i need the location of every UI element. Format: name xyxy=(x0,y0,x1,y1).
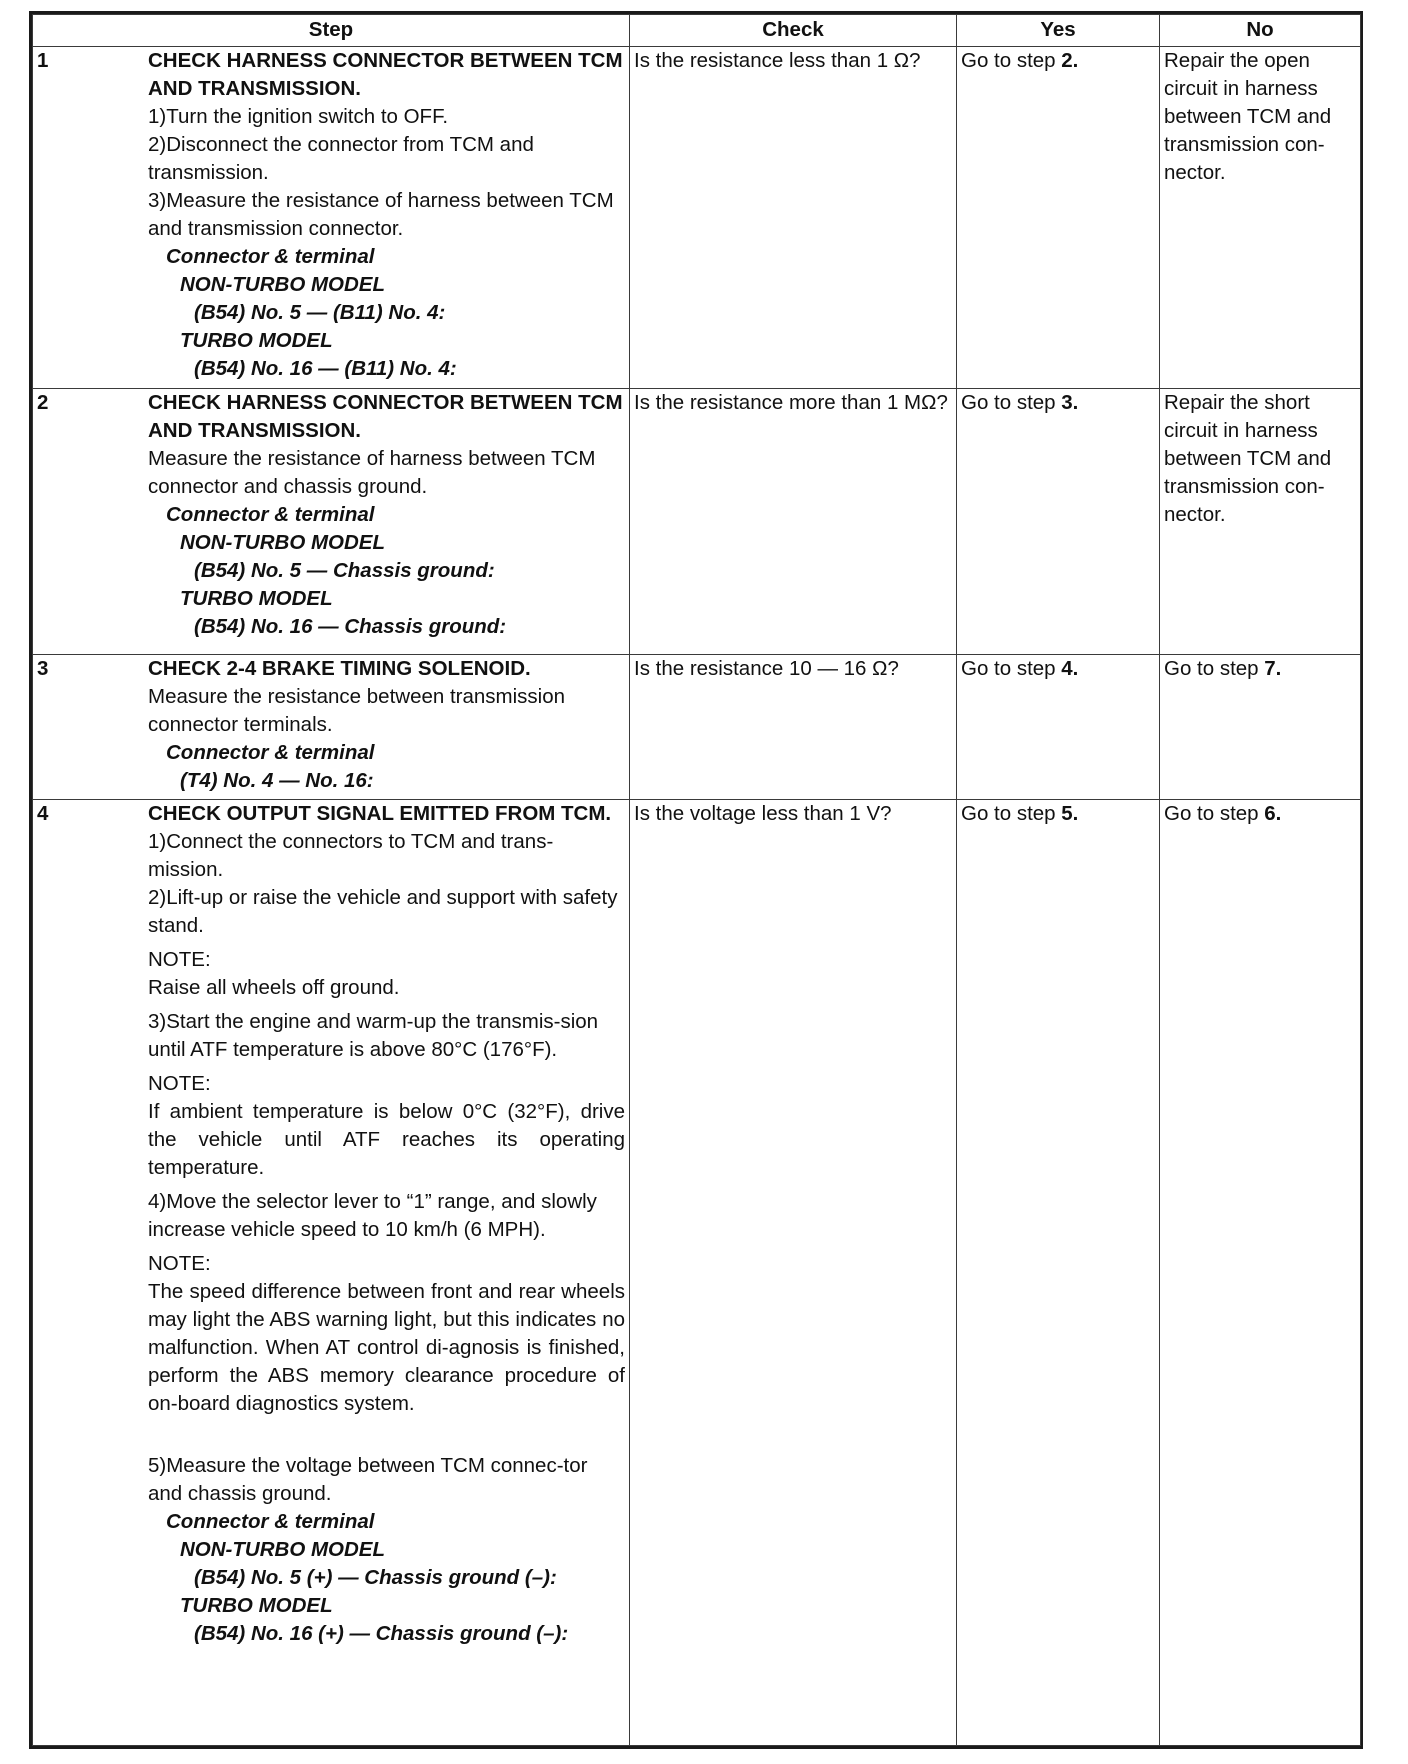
step-title: CHECK 2-4 BRAKE TIMING SOLENOID. xyxy=(148,657,531,680)
check-cell: Is the resistance 10 — 16 Ω? xyxy=(630,655,957,800)
step-instruction: 1)Turn the ignition switch to OFF. xyxy=(148,105,449,128)
model-label: TURBO MODEL xyxy=(180,587,333,610)
step-instruction: 5)Measure the voltage between TCM connec-tor and chassis ground. xyxy=(148,1454,588,1505)
step-instruction: 1)Connect the connectors to TCM and trans-mission. xyxy=(148,830,554,881)
step-title: CHECK HARNESS CONNECTOR BETWEEN TCM AND TRANSMISSION. xyxy=(148,391,623,442)
model-label: NON-TURBO MODEL xyxy=(180,1538,385,1561)
step-instruction: 2)Lift-up or raise the vehicle and support with safety stand. xyxy=(148,886,618,937)
yes-cell xyxy=(957,800,1160,1746)
note-label: NOTE: xyxy=(148,1072,211,1095)
step-title: CHECK OUTPUT SIGNAL EMITTED FROM TCM. xyxy=(148,802,612,825)
no-step: 7. xyxy=(1264,657,1282,680)
step-instruction: 3)Start the engine and warm-up the transmis-sion until ATF temperature is above 80°C (176°F). xyxy=(148,1010,599,1061)
note-text: The speed difference between front and rear wheels may light the ABS warning light, but this indicates no malfunction. When AT control di-agnosis is finished, perform the ABS memory clearance procedure of on-board diagnostics system. xyxy=(148,1280,625,1415)
yes-cell xyxy=(957,47,1160,389)
header-no: No xyxy=(1160,15,1361,47)
step-instruction: 4)Move the selector lever to “1” range, and slowly increase vehicle speed to 10 km/h (6 MPH). xyxy=(148,1190,597,1241)
yes-step: 5. xyxy=(1061,802,1079,825)
diagnostic-table xyxy=(32,14,1361,1746)
step-number: 4 xyxy=(37,802,49,825)
model-label: NON-TURBO MODEL xyxy=(180,531,385,554)
step-instruction: Measure the resistance between transmission connector terminals. xyxy=(148,685,566,736)
step-instruction: Measure the resistance of harness between TCM connector and chassis ground. xyxy=(148,447,596,498)
note-text: If ambient temperature is below 0°C (32°F), drive the vehicle until ATF reaches its operating temperature. xyxy=(148,1100,625,1179)
yes-cell xyxy=(957,389,1160,655)
table-row xyxy=(33,389,1361,655)
step-title: CHECK HARNESS CONNECTOR BETWEEN TCM AND TRANSMISSION. xyxy=(148,49,623,100)
model-label: NON-TURBO MODEL xyxy=(180,273,385,296)
step-cell xyxy=(33,655,630,800)
no-prefix: Go to step xyxy=(1164,657,1265,680)
terminal-spec: (B54) No. 5 (+) — Chassis ground (–): xyxy=(194,1566,557,1589)
terminal-spec: (B54) No. 5 — Chassis ground: xyxy=(194,559,495,582)
no-cell: Repair the short circuit in harness between TCM and transmission con-nector. xyxy=(1160,389,1361,655)
no-cell xyxy=(1160,800,1361,1746)
table-row xyxy=(33,655,1361,800)
note-label: NOTE: xyxy=(148,948,211,971)
diagnostic-table-sheet xyxy=(29,11,1363,1749)
yes-prefix: Go to step xyxy=(961,49,1062,72)
connector-label: Connector & terminal xyxy=(166,741,375,764)
check-cell: Is the voltage less than 1 V? xyxy=(630,800,957,1746)
yes-prefix: Go to step xyxy=(961,802,1062,825)
check-cell: Is the resistance less than 1 Ω? xyxy=(630,47,957,389)
terminal-spec: (T4) No. 4 — No. 16: xyxy=(180,769,374,792)
yes-step: 4. xyxy=(1061,657,1079,680)
header-step: Step xyxy=(33,15,630,47)
header-yes: Yes xyxy=(957,15,1160,47)
yes-prefix: Go to step xyxy=(961,391,1062,414)
no-cell xyxy=(1160,655,1361,800)
step-number: 3 xyxy=(37,657,49,680)
step-number: 1 xyxy=(37,49,49,72)
no-cell: Repair the open circuit in harness between TCM and transmission con-nector. xyxy=(1160,47,1361,389)
step-cell xyxy=(33,47,630,389)
model-label: TURBO MODEL xyxy=(180,329,333,352)
terminal-spec: (B54) No. 5 — (B11) No. 4: xyxy=(194,301,446,324)
connector-label: Connector & terminal xyxy=(166,503,375,526)
step-cell xyxy=(33,800,630,1746)
connector-label: Connector & terminal xyxy=(166,245,375,268)
step-instruction: 2)Disconnect the connector from TCM and transmission. xyxy=(148,133,534,184)
yes-cell xyxy=(957,655,1160,800)
no-prefix: Go to step xyxy=(1164,802,1265,825)
step-instruction: 3)Measure the resistance of harness between TCM and transmission connector. xyxy=(148,189,614,240)
terminal-spec: (B54) No. 16 (+) — Chassis ground (–): xyxy=(194,1622,569,1645)
note-text: Raise all wheels off ground. xyxy=(148,976,400,999)
note-label: NOTE: xyxy=(148,1252,211,1275)
connector-label: Connector & terminal xyxy=(166,1510,375,1533)
check-cell: Is the resistance more than 1 MΩ? xyxy=(630,389,957,655)
no-step: 6. xyxy=(1264,802,1282,825)
yes-prefix: Go to step xyxy=(961,657,1062,680)
terminal-spec: (B54) No. 16 — Chassis ground: xyxy=(194,615,507,638)
yes-step: 3. xyxy=(1061,391,1079,414)
step-cell xyxy=(33,389,630,655)
step-number: 2 xyxy=(37,391,49,414)
model-label: TURBO MODEL xyxy=(180,1594,333,1617)
header-row xyxy=(33,15,1361,47)
table-row xyxy=(33,47,1361,389)
table-row xyxy=(33,800,1361,1746)
yes-step: 2. xyxy=(1061,49,1079,72)
terminal-spec: (B54) No. 16 — (B11) No. 4: xyxy=(194,357,457,380)
header-check: Check xyxy=(630,15,957,47)
